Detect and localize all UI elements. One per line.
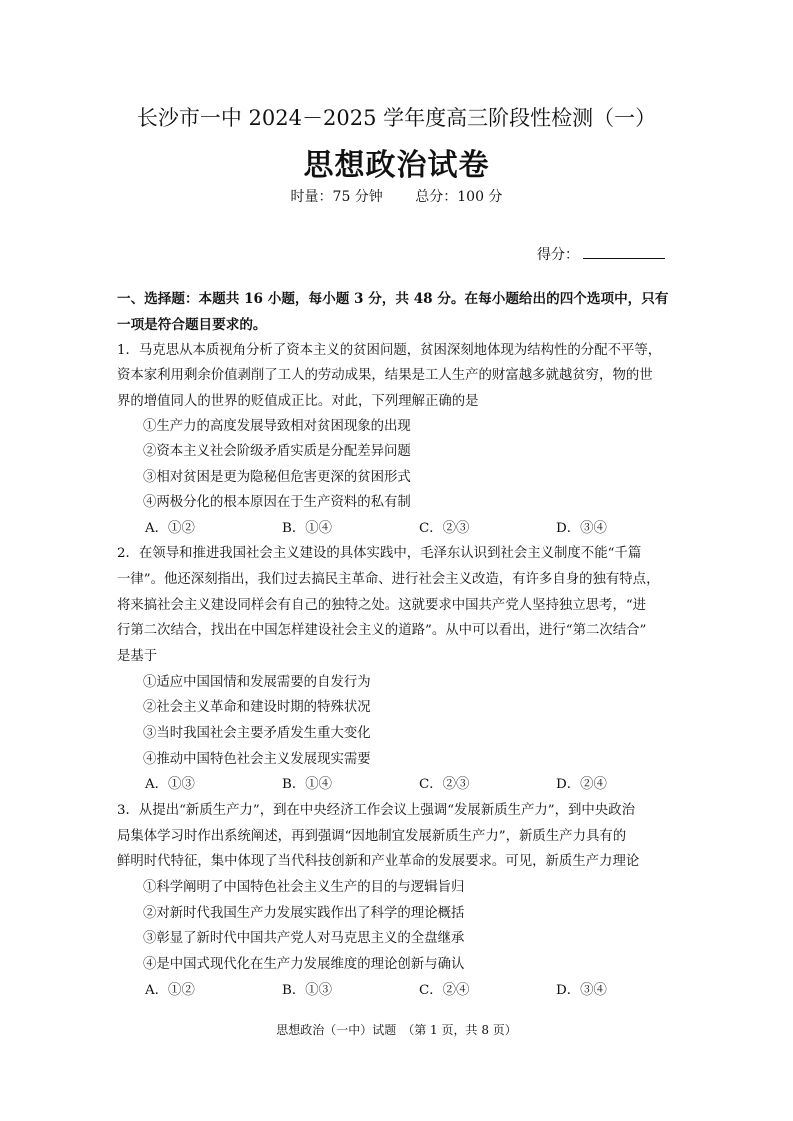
statement-option: ③当时我国社会主要矛盾发生重大变化 [143, 726, 371, 741]
statement-option: ②资本主义社会阶级矛盾实质是分配差异问题 [143, 444, 411, 459]
answer-choice-c: C．②③ [419, 777, 470, 792]
question-text-line: 是基于 [117, 649, 158, 664]
statement-option: ④两极分化的根本原因在于生产资料的私有制 [143, 495, 411, 510]
question-text-line: 将来搞社会主义建设同样会有自己的独特之处。这就要求中国共产党人坚持独立思考，“进 [117, 598, 647, 613]
section-heading-line-2: 一项是符合题目要求的。 [117, 317, 267, 333]
question-text-line: 2．在领导和推进我国社会主义建设的具体实践中，毛泽东认识到社会主义制度不能“千篇 [117, 546, 642, 561]
page-footer: 思想政治（一中）试题 （第 1 页，共 8 页） [276, 1023, 517, 1037]
answer-choice-a: A．①② [145, 983, 195, 998]
question-text-line: 界的增值同人的世界的贬值成正比。对此，下列理解正确的是 [117, 394, 479, 409]
statement-option: ①生产力的高度发展导致相对贫困现象的出现 [143, 419, 411, 434]
statement-option: ④推动中国特色社会主义发展现实需要 [143, 752, 371, 767]
answer-choice-b: B．①④ [282, 777, 333, 792]
question-text-line: 行第二次结合，找出在中国怎样建设社会主义的道路”。从中可以看出，进行“第二次结合” [117, 623, 647, 638]
exam-meta [0, 186, 793, 206]
answer-choice-b: B．①③ [282, 983, 333, 998]
statement-option: ②社会主义革命和建设时期的特殊状况 [143, 700, 371, 715]
section-heading-line-1: 一、选择题：本题共 16 小题，每小题 3 分，共 48 分。在每小题给出的四个选项中，只有 [117, 291, 669, 307]
answer-choice-c: C．②③ [419, 521, 470, 536]
subject-title: 思想政治试卷 [303, 148, 490, 183]
time-limit: 时量：75 分钟 [290, 189, 383, 205]
statement-option: ②对新时代我国生产力发展实践作出了科学的理论概括 [143, 906, 465, 921]
score-label: 得分： [537, 247, 579, 263]
question-text-line: 局集体学习时作出系统阐述，再到强调“因地制宜发展新质生产力”，新质生产力具有的 [117, 829, 627, 844]
answer-choice-d: D．③④ [556, 521, 607, 536]
statement-option: ③相对贫困是更为隐秘但危害更深的贫困形式 [143, 470, 411, 485]
answer-choice-d: D．②④ [556, 777, 607, 792]
answer-choice-c: C．②④ [419, 983, 470, 998]
answer-choice-d: D．③④ [556, 983, 607, 998]
score-field [537, 244, 665, 264]
question-text-line: 资本家利用剩余价值剥削了工人的劳动成果，结果是工人生产的财富越多就越贫穷，物的世 [117, 368, 653, 383]
statement-option: ④是中国式现代化在生产力发展维度的理论创新与确认 [143, 957, 465, 972]
statement-option: ①科学阐明了中国特色社会主义生产的目的与逻辑旨归 [143, 880, 465, 895]
question-text-line: 1．马克思从本质视角分析了资本主义的贫困问题，贫困深刻地体现为结构性的分配不平等， [117, 343, 662, 358]
exam-title: 长沙市一中 2024－2025 学年度高三阶段性检测（一） [136, 106, 657, 130]
answer-choice-b: B．①④ [282, 521, 333, 536]
statement-option: ③彰显了新时代中国共产党人对马克思主义的全盘继承 [143, 931, 465, 946]
section-heading [117, 286, 677, 338]
question-text-line: 3．从提出“新质生产力”，到在中央经济工作会议上强调“发展新质生产力”，到中央政治 [117, 803, 635, 818]
question-text-line: 鲜明时代特征，集中体现了当代科技创新和产业革命的发展要求。可见，新质生产力理论 [117, 854, 640, 869]
answer-choice-a: A．①③ [145, 777, 195, 792]
question-text-line: 一律”。他还深刻指出，我们过去搞民主革命、进行社会主义改造，有许多自身的独有特点， [117, 572, 660, 587]
score-blank-line [583, 246, 665, 259]
statement-option: ①适应中国国情和发展需要的自发行为 [143, 675, 371, 690]
total-score: 总分：100 分 [415, 189, 503, 205]
answer-choice-a: A．①② [145, 521, 195, 536]
